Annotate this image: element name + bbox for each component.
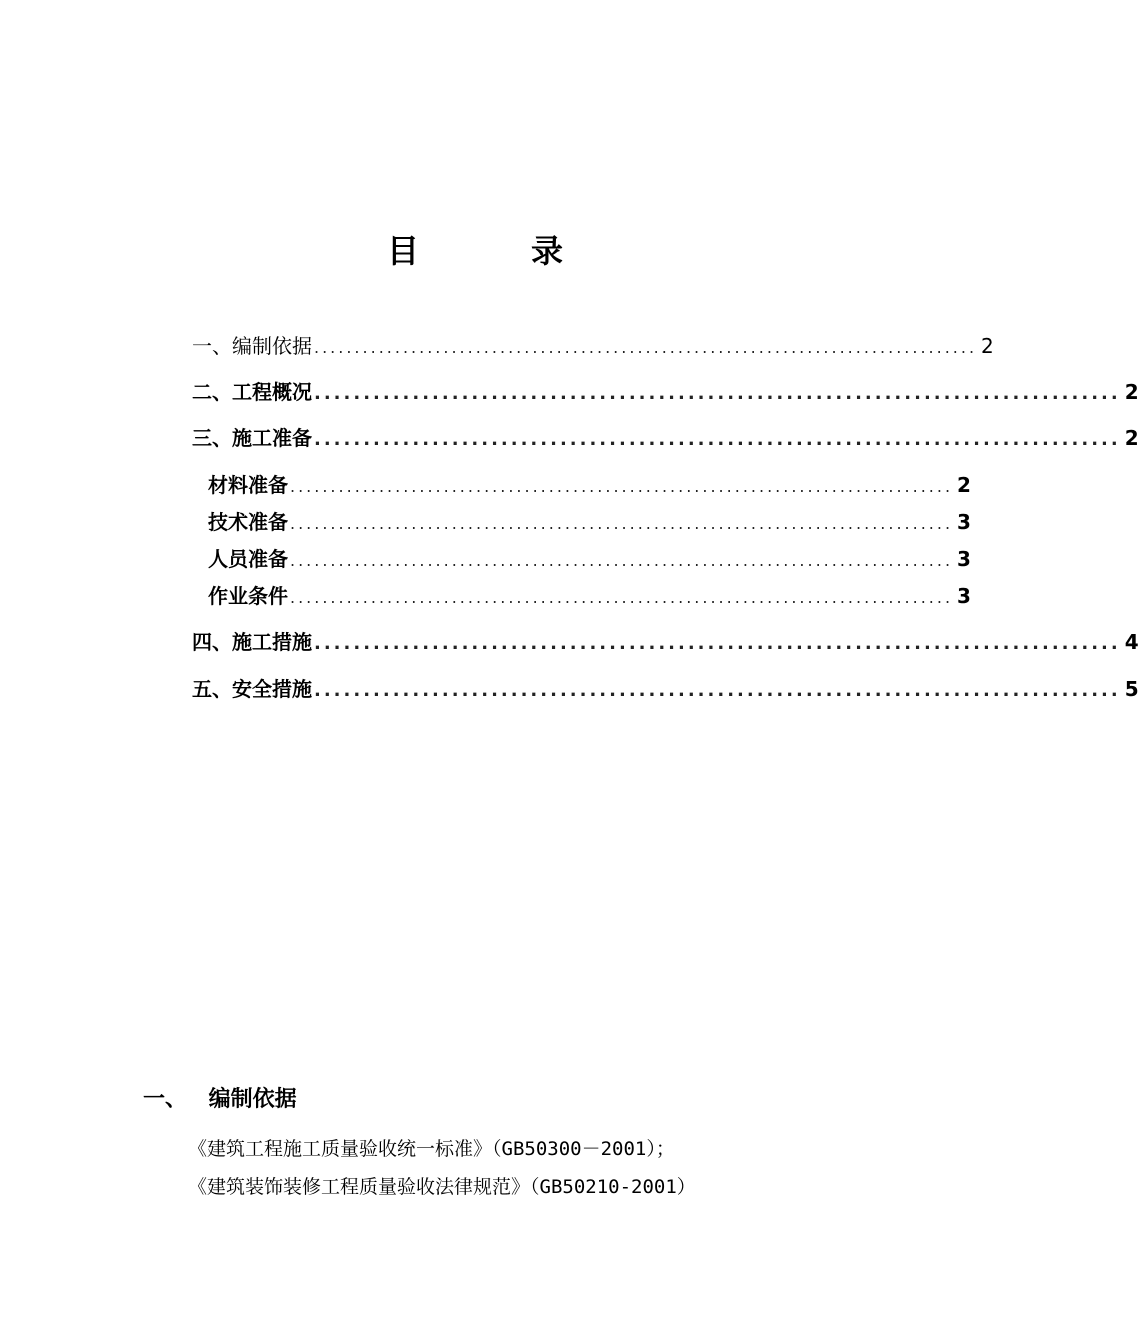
toc-entry-label: 编制依据: [232, 334, 312, 358]
toc-entry-page: 2: [1124, 426, 1139, 450]
toc-entry-label: 人员准备: [208, 547, 288, 571]
toc-entry[interactable]: [192, 378, 1139, 408]
toc-entry-number: 二、: [192, 380, 232, 404]
toc-entry-label: 安全措施: [232, 677, 312, 701]
toc-entry-page: 3: [957, 584, 971, 608]
toc-dot-leader: ..................................................................................: [314, 680, 1121, 701]
toc-entry-page: 4: [1124, 630, 1139, 654]
toc-entry-page: 2: [1124, 380, 1139, 404]
toc-entry[interactable]: [192, 332, 994, 362]
toc-entry-page: 3: [957, 547, 971, 571]
toc-dot-leader: ..................................................................................: [290, 477, 954, 496]
toc-entry-page: 3: [957, 510, 971, 534]
section-heading: [143, 1082, 297, 1113]
toc-entry-page: 5: [1124, 677, 1139, 701]
toc-dot-leader: ..................................................................................: [290, 514, 954, 533]
toc-dot-leader: ..................................................................................: [314, 633, 1121, 654]
toc-entry-label: 施工准备: [232, 426, 312, 450]
toc-entry[interactable]: [208, 508, 971, 538]
toc-entry[interactable]: [208, 582, 971, 612]
section-title: 编制依据: [208, 1087, 297, 1112]
toc-entry-number: 三、: [192, 426, 232, 450]
section-number: 一、: [143, 1087, 188, 1112]
toc-entry[interactable]: [192, 628, 1139, 658]
toc-entry[interactable]: [192, 424, 1139, 454]
toc-entry-label: 技术准备: [208, 510, 288, 534]
toc-dot-leader: ..................................................................................: [314, 429, 1121, 450]
toc-entry-number: 五、: [192, 677, 232, 701]
toc-entry-label: 工程概况: [232, 380, 312, 404]
toc-entry-page: 2: [957, 473, 971, 497]
toc-entry-number: 四、: [192, 630, 232, 654]
toc-entry[interactable]: [192, 675, 1139, 705]
toc-dot-leader: ..................................................................................: [290, 551, 954, 570]
reference-line: 《建筑工程施工质量验收统一标准》（GB50300－2001）；: [188, 1138, 675, 1160]
toc-entry-number: 一、: [192, 334, 232, 358]
toc-entry-page: 2: [981, 334, 994, 358]
reference-line: 《建筑装饰装修工程质量验收法律规范》（GB50210-2001）: [188, 1176, 696, 1198]
toc-title: 目 录: [386, 232, 603, 270]
toc-entry-label: 施工措施: [232, 630, 312, 654]
toc-entry[interactable]: [208, 545, 971, 575]
toc-entry-label: 作业条件: [208, 584, 288, 608]
toc-entry-label: 材料准备: [208, 473, 288, 497]
toc-dot-leader: ..................................................................................: [290, 588, 954, 607]
toc-dot-leader: ..................................................................................: [314, 383, 1121, 404]
toc-dot-leader: ..................................................................................: [314, 338, 978, 357]
toc-entry[interactable]: [208, 471, 971, 501]
